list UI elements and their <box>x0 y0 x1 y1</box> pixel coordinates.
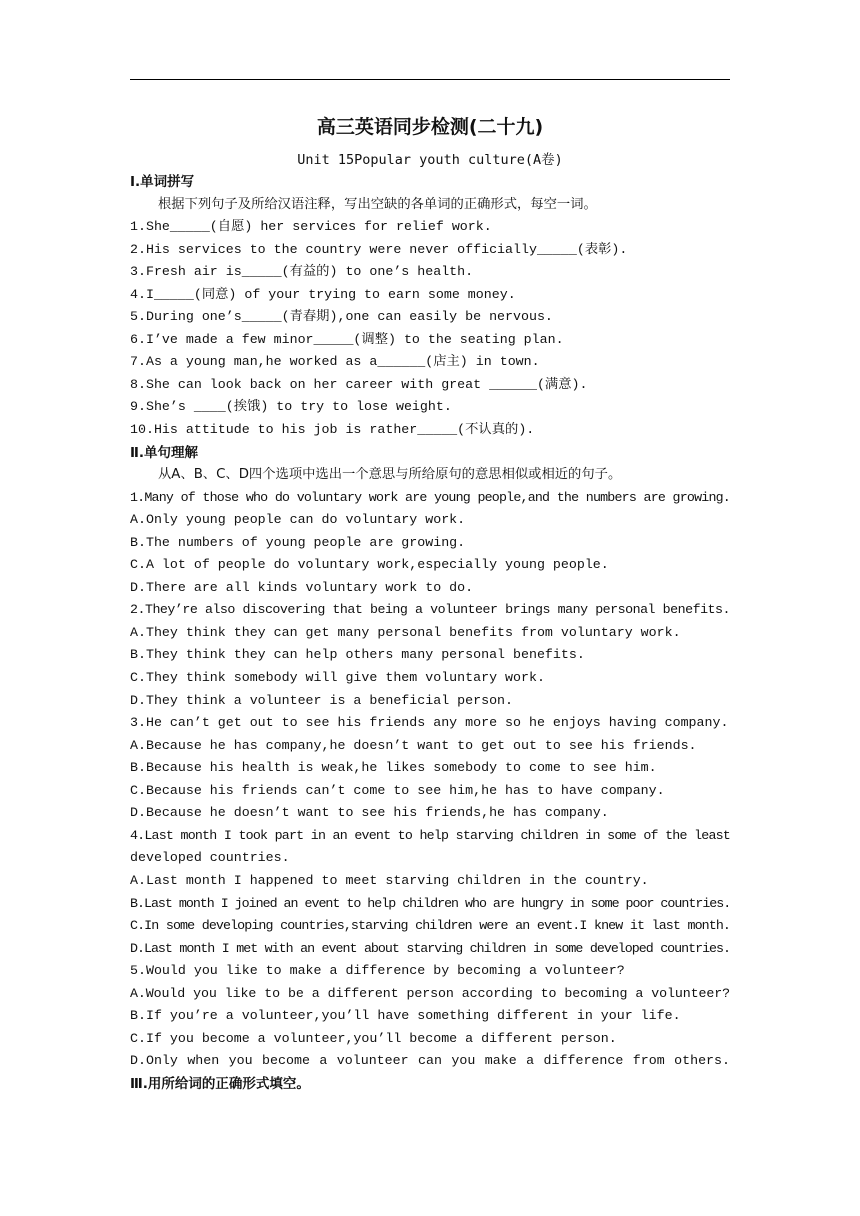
option-a: A.Because he has company,he doesn’t want to get out to see his friends. <box>130 737 697 753</box>
vocab-item: 7.As a young man,he worked as a______(店主) in town. <box>130 354 540 370</box>
question-stem: 4.Last month I took part in an event to help starving children in some of the least <box>130 827 730 843</box>
option-b: B.They think they can help others many personal benefits. <box>130 647 585 663</box>
question-stem: 5.Would you like to make a difference by becoming a volunteer? <box>130 963 625 979</box>
vocab-item: 8.She can look back on her career with great ______(满意). <box>130 376 588 392</box>
option-c: C.A lot of people do voluntary work,especially young people. <box>130 557 609 573</box>
option-c: C.If you become a volunteer,you’ll become a different person. <box>130 1030 617 1046</box>
page-title: 高三英语同步检测(二十九) <box>316 116 544 138</box>
header-rule <box>130 79 730 80</box>
option-b: B.The numbers of young people are growing. <box>130 534 466 550</box>
question-stem-continued: developed countries. <box>130 850 290 866</box>
section-3-heading: Ⅲ.用所给词的正确形式填空。 <box>130 1075 310 1092</box>
vocab-item: 2.His services to the country were never officially_____(表彰). <box>130 241 628 257</box>
vocab-item: 6.I’ve made a few minor_____(调整) to the seating plan. <box>130 331 564 347</box>
option-c: C.They think somebody will give them voluntary work. <box>130 670 545 686</box>
option-d: D.Because he doesn’t want to see his friends,he has company. <box>130 805 609 821</box>
option-d: D.They think a volunteer is a beneficial person. <box>130 692 514 708</box>
vocab-item: 10.His attitude to his job is rather_____(不认真的). <box>130 422 535 438</box>
section-2-instruction: 从A、B、C、D四个选项中选出一个意思与所给原句的意思相似或相近的句子。 <box>158 467 622 483</box>
option-a: A.Would you like to be a different person according to becoming a volunteer? <box>130 985 730 1001</box>
option-d: D.Only when you become a volunteer can you make a difference from others. <box>130 1053 730 1069</box>
option-d: D.Last month I met with an event about starving children in some developed countries. <box>130 940 730 956</box>
option-b: B.If you’re a volunteer,you’ll have something different in your life. <box>130 1008 681 1024</box>
section-2-heading: Ⅱ.单句理解 <box>130 444 199 461</box>
vocab-item: 1.She_____(自愿) her services for relief work. <box>130 219 492 235</box>
question-stem: 1.Many of those who do voluntary work are young people,and the numbers are growing. <box>130 489 730 505</box>
option-c: C.Because his friends can’t come to see him,he has to have company. <box>130 782 665 798</box>
vocab-item: 5.During one’s_____(青春期),one can easily be nervous. <box>130 309 553 325</box>
option-d: D.There are all kinds voluntary work to do. <box>130 579 474 595</box>
question-stem: 3.He can’t get out to see his friends any more so he enjoys having company. <box>130 715 729 731</box>
vocab-item: 9.She’s ____(挨饿) to try to lose weight. <box>130 399 452 415</box>
option-c: C.In some developing countries,starving children were an event.I knew it last month. <box>130 918 730 934</box>
page-subtitle: Unit 15Popular youth culture(A卷) <box>297 152 563 168</box>
option-a: A.Last month I happened to meet starving children in the country. <box>130 872 649 888</box>
option-a: A.Only young people can do voluntary work. <box>130 512 466 528</box>
vocab-item: 3.Fresh air is_____(有益的) to one’s health. <box>130 264 474 280</box>
section-1-heading: Ⅰ.单词拼写 <box>130 174 195 190</box>
question-stem: 2.They’re also discovering that being a volunteer brings many personal benefits. <box>130 602 730 618</box>
option-a: A.They think they can get many personal benefits from voluntary work. <box>130 624 681 640</box>
option-b: B.Because his health is weak,he likes somebody to come to see him. <box>130 760 657 776</box>
document-body <box>130 171 730 1095</box>
vocab-item: 4.I_____(同意) of your trying to earn some money. <box>130 286 516 302</box>
section-1-instruction: 根据下列句子及所给汉语注释，写出空缺的各单词的正确形式，每空一词。 <box>158 196 597 212</box>
option-b: B.Last month I joined an event to help children who are hungry in some poor countries. <box>130 895 730 911</box>
